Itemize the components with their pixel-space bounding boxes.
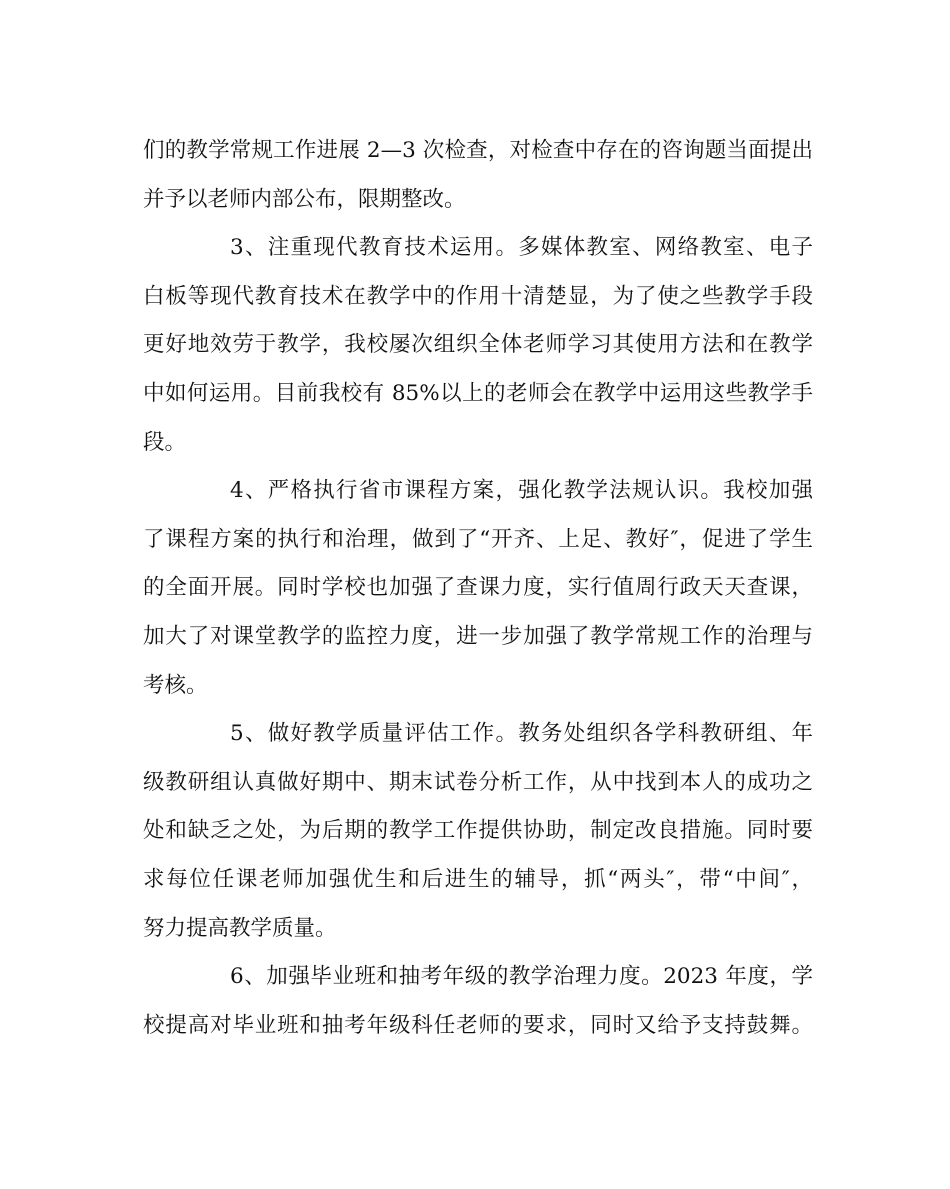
text-line: 努力提高教学质量。 bbox=[143, 915, 337, 941]
text-line: 的全面开展。同时学校也加强了查课力度，实行值周行政天天查课， bbox=[143, 575, 813, 601]
paragraph-start-line: 3、注重现代教育技术运用。多媒体教室、网络教室、电子 bbox=[230, 235, 813, 261]
text-line: 处和缺乏之处，为后期的教学工作提供协助，制定改良措施。同时要 bbox=[143, 818, 813, 844]
text-line: 加大了对课堂教学的监控力度，进一步加强了教学常规工作的治理与 bbox=[143, 623, 813, 649]
text-line: 了课程方案的执行和治理，做到了“开齐、上足、教好″，促进了学生 bbox=[143, 526, 813, 552]
text-line: 级教研组认真做好期中、期末试卷分析工作，从中找到本人的成功之 bbox=[143, 769, 813, 795]
paragraph-start-line: 6、加强毕业班和抽考年级的教学治理力度。2023 年度，学 bbox=[230, 964, 813, 990]
document-body bbox=[143, 127, 813, 1050]
paragraph-start-line: 5、做好教学质量评估工作。教务处组织各学科教研组、年 bbox=[230, 721, 813, 747]
text-line: 中如何运用。目前我校有 85%以上的老师会在教学中运用这些教学手 bbox=[143, 380, 813, 406]
text-line: 更好地效劳于教学，我校屡次组织全体老师学习其使用方法和在教学 bbox=[143, 332, 813, 358]
text-line: 求每位任课老师加强优生和后进生的辅导，抓“两头″，带“中间″， bbox=[143, 866, 813, 892]
text-line: 段。 bbox=[143, 429, 187, 455]
text-line: 白板等现代教育技术在教学中的作用十清楚显，为了使之些教学手段 bbox=[143, 283, 813, 309]
text-line: 们的教学常规工作进展 2—3 次检查，对检查中存在的咨询题当面提出 bbox=[143, 138, 813, 163]
text-line: 并予以老师内部公布，限期整改。 bbox=[143, 186, 466, 212]
text-line: 校提高对毕业班和抽考年级科任老师的要求，同时又给予支持鼓舞。 bbox=[143, 1012, 813, 1038]
paragraph-start-line: 4、严格执行省市课程方案，强化教学法规认识。我校加强 bbox=[230, 478, 813, 504]
text-line: 考核。 bbox=[143, 672, 208, 698]
